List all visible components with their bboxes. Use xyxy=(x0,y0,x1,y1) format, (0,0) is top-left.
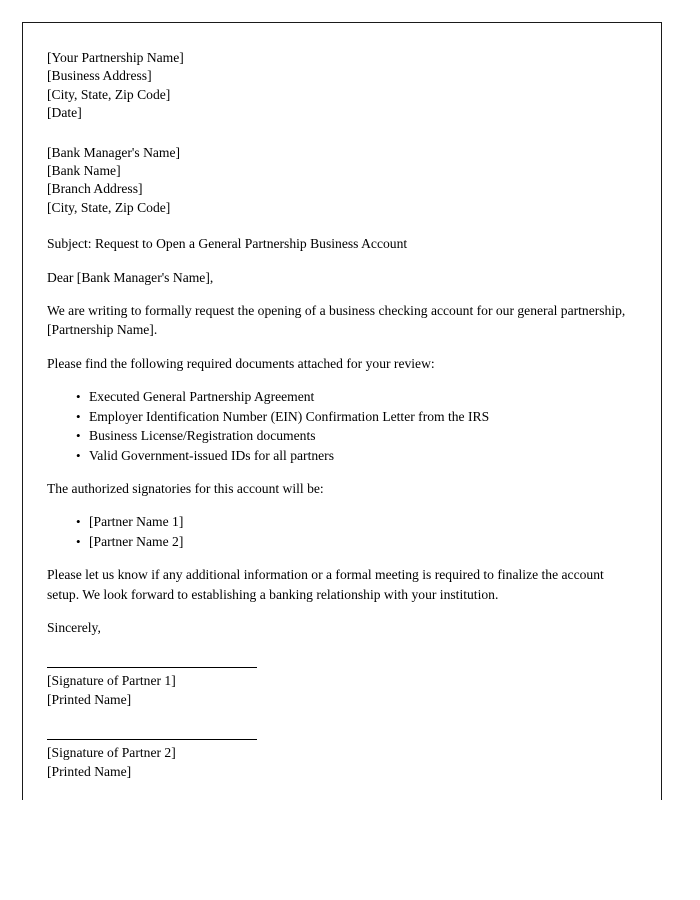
complimentary-close: Sincerely, xyxy=(47,619,101,635)
recipient-line: [City, State, Zip Code] xyxy=(47,199,171,215)
documents-intro: Please find the following required documents attached for your review: xyxy=(47,355,435,371)
spacer xyxy=(47,123,647,144)
signature-block-partner-1 xyxy=(47,667,647,709)
spacer xyxy=(47,604,647,618)
letter-page xyxy=(22,22,662,800)
salutation: Dear [Bank Manager's Name], xyxy=(47,269,214,285)
list-item: • Business License/Registration documents xyxy=(89,426,647,445)
spacer xyxy=(47,465,647,479)
closing-paragraph: Please let us know if any additional information or a formal meeting is required to finalize the account setup. We look forward to establishing a banking relationship with your institution. xyxy=(47,567,604,602)
sender-line: [Your Partnership Name] xyxy=(47,50,184,65)
recipient-line: [Bank Manager's Name] xyxy=(47,144,181,160)
spacer xyxy=(47,287,647,301)
signatories-intro: The authorized signatories for this account will be: xyxy=(47,480,324,496)
list-item: • Valid Government-issued IDs for all partners xyxy=(89,446,647,465)
authorized-signatories-list xyxy=(47,512,647,551)
spacer xyxy=(47,340,647,354)
spacer xyxy=(47,373,647,387)
signature-label: [Signature of Partner 2] xyxy=(47,745,176,761)
list-item: • [Partner Name 1] xyxy=(89,512,647,531)
opening-paragraph: We are writing to formally request the opening of a business checking account for our general partnership, [Partnership Name]. xyxy=(47,303,626,338)
recipient-line: [Bank Name] xyxy=(47,163,121,179)
signature-block-partner-2 xyxy=(47,739,647,781)
spacer xyxy=(47,551,647,565)
list-item: • Executed General Partnership Agreement xyxy=(89,387,647,406)
signature-label: [Signature of Partner 1] xyxy=(47,673,176,689)
printed-name-label: [Printed Name] xyxy=(47,691,132,707)
subject-line: Subject: Request to Open a General Partnership Business Account xyxy=(47,236,408,252)
sender-line: [Date] xyxy=(47,105,82,121)
sender-line: [Business Address] xyxy=(47,68,152,84)
sender-line: [City, State, Zip Code] xyxy=(47,86,171,102)
recipient-address-block xyxy=(47,144,647,218)
spacer xyxy=(47,254,647,268)
required-documents-list xyxy=(47,387,647,465)
spacer xyxy=(47,637,647,667)
spacer xyxy=(47,498,647,512)
recipient-line: [Branch Address] xyxy=(47,181,143,197)
letter-content xyxy=(23,23,661,781)
printed-name-label: [Printed Name] xyxy=(47,763,132,779)
spacer xyxy=(47,217,647,234)
sender-address-block xyxy=(47,49,647,123)
list-item: • [Partner Name 2] xyxy=(89,532,647,551)
spacer xyxy=(47,709,647,739)
list-item: • Employer Identification Number (EIN) Confirmation Letter from the IRS xyxy=(89,407,647,426)
